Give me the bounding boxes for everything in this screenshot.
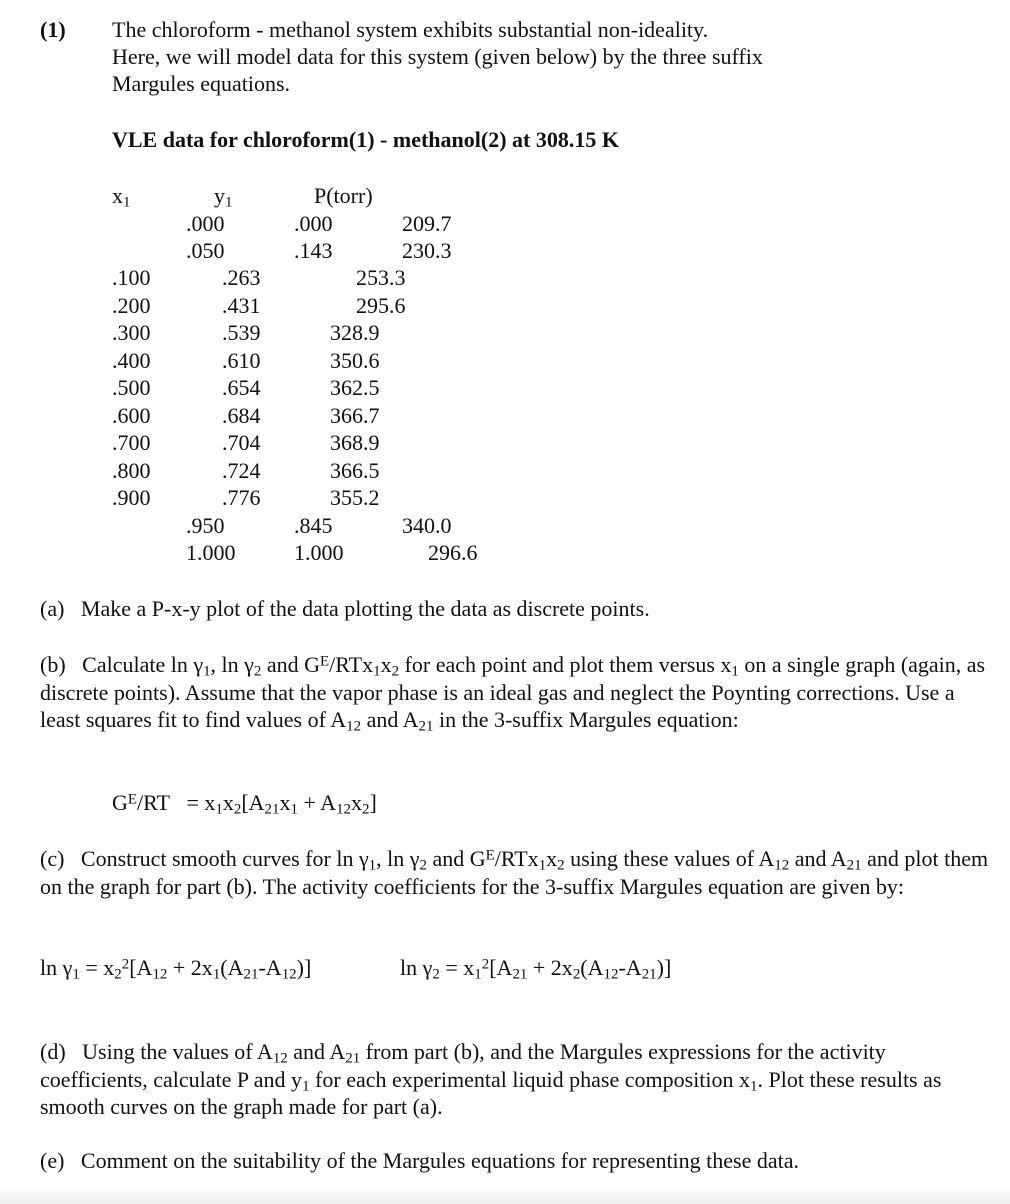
table-cell: .724	[222, 458, 261, 483]
table-cell: .900	[112, 485, 151, 510]
gamma1-equation: $\ln \gamma_1 = x_2^2[A_{12} + 2x_1(A_{21}-A_{12})]$	[40, 955, 312, 983]
table-cell: .600	[112, 403, 151, 428]
table-cell: .654	[222, 375, 261, 400]
table-cell: 230.3	[402, 238, 452, 263]
gamma2-equation: $\ln \gamma_2 = x_1^2[A_{21} + 2x_2(A_{12}-A_{21})]$	[400, 955, 672, 983]
table-cell: 209.7	[402, 211, 452, 236]
table-cell: 295.6	[356, 293, 406, 318]
header-pressure: P(torr)	[314, 183, 373, 208]
part-e-text: Comment on the suitability of the Margules equations for representing these data.	[80, 1148, 800, 1173]
header-x1: $x_1$	[112, 183, 131, 211]
table-cell: .263	[222, 265, 261, 290]
table-cell: .700	[112, 430, 151, 455]
table-cell: 368.9	[330, 430, 380, 455]
table-cell: .950	[186, 513, 225, 538]
table-cell: .800	[112, 458, 151, 483]
table-cell: .431	[222, 293, 261, 318]
table-cell: 355.2	[330, 485, 380, 510]
margules-ge-equation: $G^E/RT$ = $x_1x_2[A_{21}x_1 + A_{12}x_2]$	[112, 790, 377, 818]
part-b-label: (b)	[40, 652, 66, 677]
table-cell: .704	[222, 430, 261, 455]
part-e-label: (e)	[40, 1148, 65, 1173]
part-d-label: (d)	[40, 1039, 66, 1064]
table-title: VLE data for chloroform(1) - methanol(2) at 308.15 K	[112, 127, 619, 152]
table-cell: .200	[112, 293, 151, 318]
table-cell: 366.5	[330, 458, 380, 483]
intro-line-3: Margules equations.	[112, 71, 291, 96]
table-cell: .100	[112, 265, 151, 290]
table-cell: .300	[112, 320, 151, 345]
part-c: (c) Construct smooth curves for $\ln \gamma_1$, $\ln \gamma_2$ and $G^E/RTx_1x_2$ using these values of $A_{12}$ and $A_{21}$ and plot them on the graph for part (b). The activity coefficients for the 3-suffix Margules equation are given by:	[40, 846, 989, 899]
table-cell: 362.5	[330, 375, 380, 400]
table-cell: .776	[222, 485, 261, 510]
table-cell: .000	[294, 211, 333, 236]
table-cell: 340.0	[402, 513, 452, 538]
part-a-label: (a)	[40, 596, 65, 621]
table-cell: 366.7	[330, 403, 380, 428]
table-cell: 350.6	[330, 348, 380, 373]
table-cell: .539	[222, 320, 261, 345]
part-a-text: Make a P-x-y plot of the data plotting the data as discrete points.	[80, 596, 650, 621]
table-cell: .845	[294, 513, 333, 538]
table-cell: 1.000	[294, 540, 344, 565]
table-cell: .400	[112, 348, 151, 373]
table-cell: .684	[222, 403, 261, 428]
part-b: (b) Calculate $\ln \gamma_1$, $\ln \gamma_2$ and $G^E/RTx_1x_2$ for each point and plot them versus $x_1$ on a single graph (again, as discrete points). Assume that the vapor phase is an ideal gas and neglect the Poynting corrections. Use a least squares fit to find values of $A_{12}$ and $A_{21}$ in the 3-suffix Margules equation:	[40, 652, 986, 735]
page-bottom-edge	[0, 1188, 1010, 1204]
intro-line-1: The chloroform - methanol system exhibits substantial non-ideality.	[112, 17, 709, 42]
table-cell: .143	[294, 238, 333, 263]
part-e	[40, 1150, 799, 1172]
table-cell: 1.000	[186, 540, 236, 565]
table-cell: 253.3	[356, 265, 406, 290]
table-cell: 328.9	[330, 320, 380, 345]
intro-line-2: Here, we will model data for this system (given below) by the three suffix	[112, 44, 763, 69]
table-cell: 296.6	[428, 540, 478, 565]
table-cell: .000	[186, 211, 225, 236]
table-cell: .610	[222, 348, 261, 373]
header-y1: $y_1$	[214, 183, 233, 211]
problem-number: (1)	[40, 17, 66, 42]
part-a	[40, 598, 650, 620]
table-cell: .050	[186, 238, 225, 263]
part-c-label: (c)	[40, 846, 65, 871]
part-d: (d) Using the values of $A_{12}$ and $A_{21}$ from part (b), and the Margules expressions for the activity coefficients, calculate P and $y_1$ for each experimental liquid phase composition $x_1$. Plot these results as smooth curves on the graph made for part (a).	[40, 1039, 942, 1119]
table-cell: .500	[112, 375, 151, 400]
